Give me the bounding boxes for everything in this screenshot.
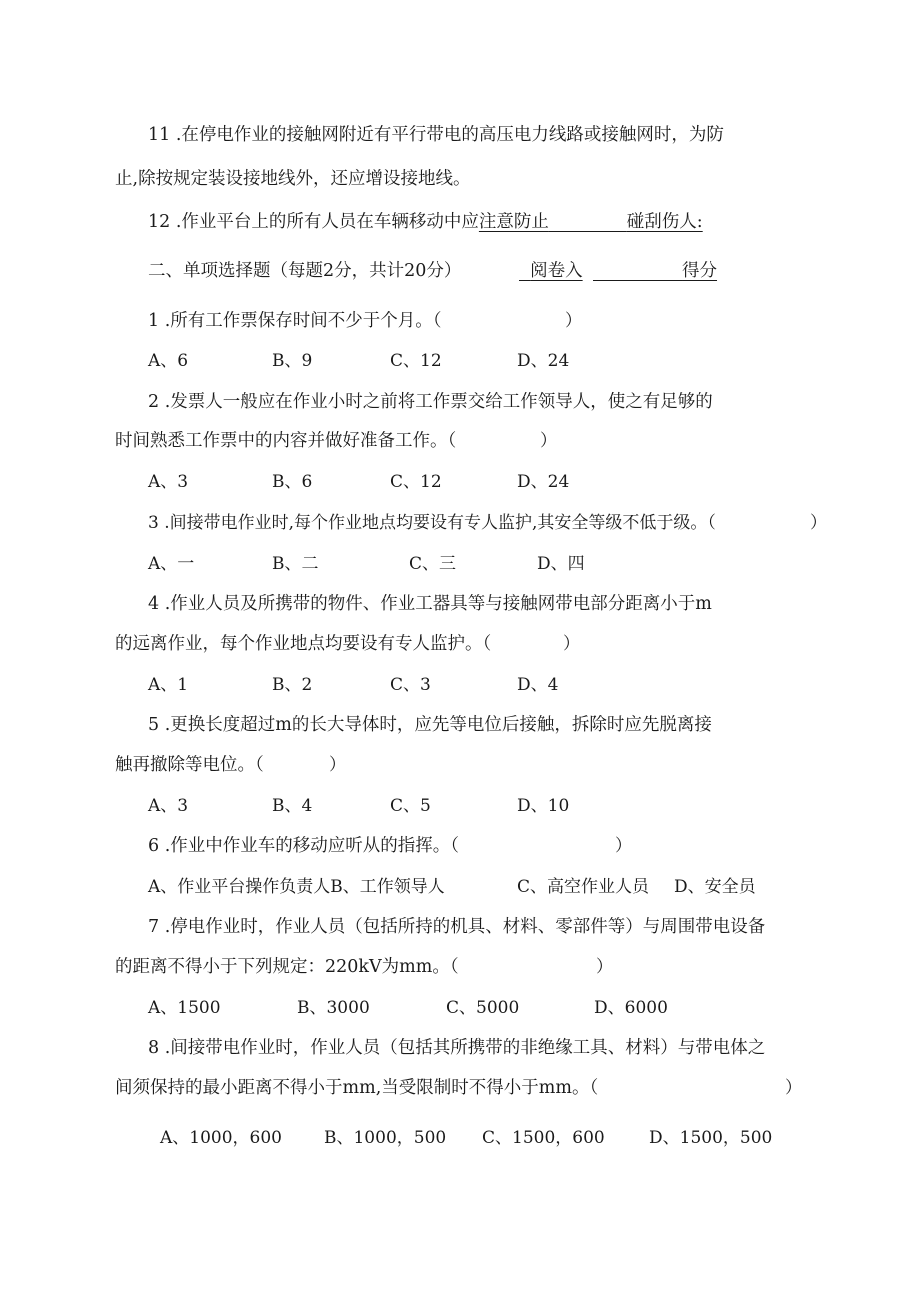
reviewer-label: 阅卷入 — [530, 261, 583, 281]
q5-option-b: B、4 — [272, 796, 313, 816]
question-2-line1: 2 .发票人一般应在作业小时之前将工作票交给工作领导人，使之有足够的 — [148, 392, 713, 412]
q4-option-c: C、3 — [390, 675, 431, 695]
fill-q11-line2: 止,除按规定装设接地线外，还应增设接地线。 — [115, 169, 471, 189]
q3-option-c: C、三 — [409, 554, 457, 574]
question-4-close-paren: ） — [563, 634, 580, 654]
q8-option-c: C、1500，600 — [482, 1128, 605, 1148]
question-6-close-paren: ） — [615, 836, 632, 856]
q7-option-c: C、5000 — [446, 998, 520, 1018]
question-5-close-paren: ） — [329, 755, 346, 775]
q6-option-c: C、高空作业人员 — [517, 877, 650, 897]
q7-option-b: B、3000 — [297, 998, 370, 1018]
q5-option-c: C、5 — [390, 796, 431, 816]
question-4-line2: 的远离作业，每个作业地点均要设有专人监护。（ — [115, 634, 492, 654]
fill-q12-underlined: 注意防止 碰刮伤人: — [478, 212, 703, 232]
q8-option-b: B、1000，500 — [324, 1128, 447, 1148]
q1-option-a: A、6 — [148, 351, 189, 371]
q2-option-b: B、6 — [272, 472, 313, 492]
question-7-close-paren: ） — [596, 957, 613, 977]
q3-option-a: A、一 — [148, 554, 195, 574]
question-5-line1: 5 .更换长度超过m的长大导体时，应先等电位后接触，拆除时应先脱离接 — [148, 715, 712, 735]
q4-option-a: A、1 — [148, 675, 189, 695]
q8-option-d: D、1500，500 — [649, 1128, 773, 1148]
question-7-line1: 7 .停电作业时，作业人员（包括所持的机具、材料、零部件等）与周围带电设备 — [148, 917, 766, 937]
q6-option-d: D、安全员 — [674, 877, 756, 897]
question-8-line1: 8 .间接带电作业时，作业人员（包括其所携带的非绝缘工具、材料）与带电体之 — [148, 1038, 766, 1058]
fill-q12-prefix: 12 .作业平台上的所有人员在车辆移动中应 — [148, 212, 479, 232]
q1-option-d: D、24 — [517, 351, 570, 371]
question-2-line2: 时间熟悉工作票中的内容并做好准备工作。（ — [115, 431, 457, 451]
q4-option-b: B、2 — [272, 675, 313, 695]
question-1-close-paren: ） — [565, 311, 582, 331]
q8-option-a: A、1000，600 — [160, 1128, 282, 1148]
question-3-line1: 3 .间接带电作业时,每个作业地点均要设有专人监护,其安全等级不低于级。（ — [148, 513, 716, 533]
question-6-line1: 6 .作业中作业车的移动应听从的指挥。（ — [148, 836, 460, 856]
q2-option-c: C、12 — [390, 472, 442, 492]
q2-option-a: A、3 — [148, 472, 189, 492]
score-label: 得分 — [682, 261, 718, 281]
q7-option-d: D、6000 — [594, 998, 668, 1018]
question-4-line1: 4 .作业人员及所携带的物件、作业工器具等与接触网带电部分距离小于m — [148, 594, 712, 614]
q5-option-d: D、10 — [517, 796, 570, 816]
question-8-line2: 间须保持的最小距离不得小于mm,当受限制时不得小于mm。（ — [115, 1078, 599, 1098]
question-3-close-paren: ） — [810, 513, 827, 533]
q4-option-d: D、4 — [517, 675, 559, 695]
q2-option-d: D、24 — [517, 472, 570, 492]
question-8-close-paren: ） — [785, 1078, 802, 1098]
question-1-line1: 1 .所有工作票保存时间不少于个月。（ — [148, 311, 442, 331]
question-5-line2: 触再撤除等电位。（ — [115, 755, 264, 775]
q5-option-a: A、3 — [148, 796, 189, 816]
q1-option-b: B、9 — [272, 351, 313, 371]
question-2-close-paren: ） — [540, 431, 557, 451]
q3-option-b: B、二 — [272, 554, 319, 574]
question-7-line2: 的距离不得小于下列规定：220kV为mm。（ — [115, 957, 459, 977]
fill-q12 — [148, 211, 703, 233]
q6-option-ab: A、作业平台操作负责人B、工作领导人 — [148, 877, 445, 897]
fill-q11-line1: 11 .在停电作业的接触网附近有平行带电的高压电力线路或接触网时，为防 — [148, 125, 724, 145]
q1-option-c: C、12 — [390, 351, 442, 371]
q3-option-d: D、四 — [537, 554, 585, 574]
q7-option-a: A、1500 — [148, 998, 221, 1018]
section-title: 二、单项选择题（每题2分，共计20分） — [148, 261, 462, 281]
